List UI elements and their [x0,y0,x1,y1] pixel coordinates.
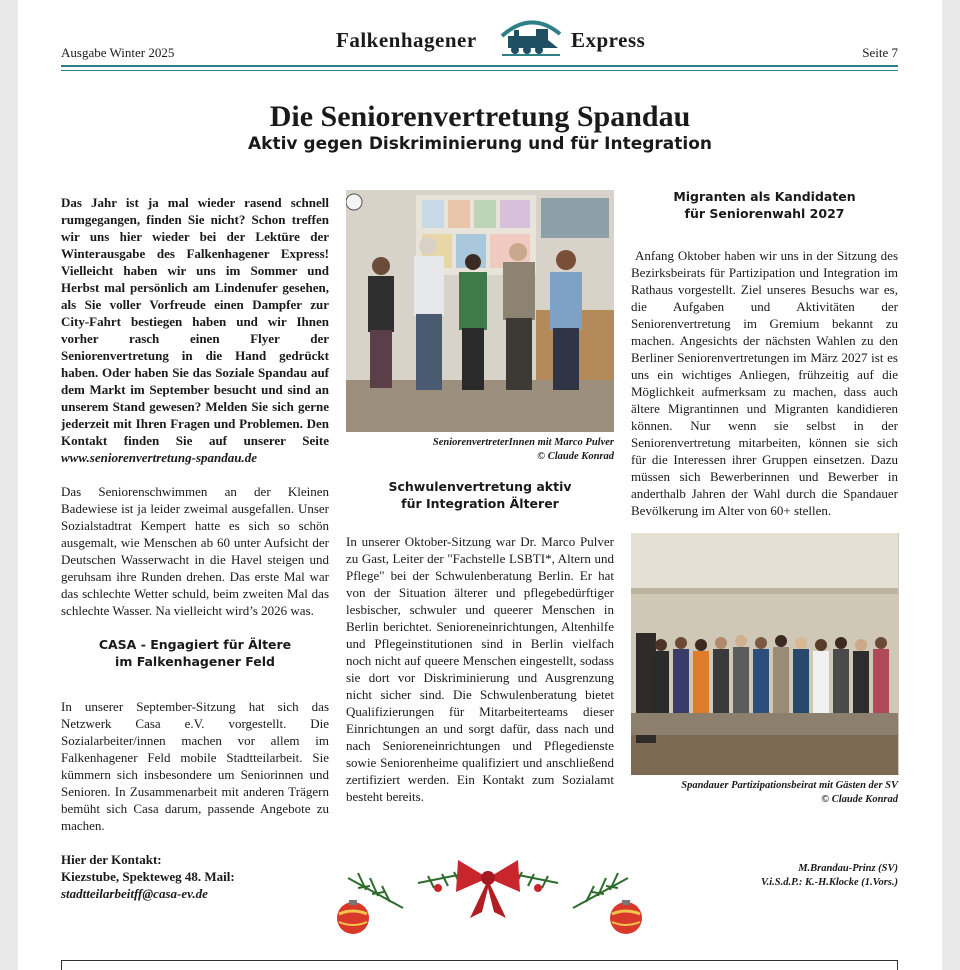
gay-advocacy-heading [346,478,614,512]
heading-line2: für Integration Älterer [401,496,559,511]
group-photo [346,190,614,432]
article-title: Die Seniorenvertretung Spandau [269,100,691,133]
page-header [61,14,898,69]
column-right [631,188,898,807]
article-subtitle: Aktiv gegen Diskriminierung und für Integration [247,134,713,154]
contact-block [61,851,329,902]
responsible-signature: V.i.S.d.P.: K.-H.Klocke (1.Vors.) [760,877,898,888]
christmas-decoration-icon [308,848,668,940]
train-logo-icon [498,16,564,58]
author-signature: M.Brandau-Prinz (SV) [798,863,898,874]
casa-heading-line2: im Falkenhagener Feld [115,654,275,669]
header-rule-thin [61,70,898,71]
contact-email[interactable]: stadtteilarbeitff@casa-ev.de [61,886,208,901]
casa-heading [61,636,329,670]
heading-line1: Migranten als Kandidaten [673,189,856,204]
council-photo [631,533,899,775]
photo-caption-1 [346,436,614,464]
gay-advocacy-paragraph: In unserer Oktober-Sitzung war Dr. Marco Pulver zu Gast, Leiter der "Fachstelle LSBTI*, Altern und Pflege" bei der Schwulenberatung Berlin. Er hat von der Situation älterer und pflegebedürftiger lesbischer, schwuler und queerer Menschen in Berlin berichtet. Senioreneinrichtungen, Altenhilfe und Pflegeinstitutionen sind in Berlin vielfach noch nicht auf queere Menschen eingestellt, sodass sie dort vor Diskriminierung und Ausgrenzung nicht sicher sind. Die Schwulenberatung bietet Qualifizierungen für Mitarbeiterteams dieser Einrichtungen an und sorgt dafür, dass nach und nach Senioreneinrichtungen und Pflegedienste sowie Seniorenheime qualifiziert und anschließend zertifiziert werden. Ein Kontakt zum Sozialamt besteht bereits. [346,534,614,804]
group-photo-illustration [346,190,614,432]
intro-paragraph [61,194,329,466]
casa-heading-line1: CASA - Engagiert für Ältere [98,637,292,652]
caption-text: Spandauer Partizipationsbeirat mit Gästen der SV [681,780,898,791]
casa-paragraph: In unserer September-Sitzung hat sich das Netzwerk Casa e.V. vorgestellt. Die Sozialarbeiter/innen machen vor allem im Falkenhagener Feld mobile Stadtteilarbeit. Sie kümmern sich insbesondere um Seniorinnen und Senioren. In Zusammenarbeit mit anderen Trägern bemüht sich Casa darum, passende Angebote zu machen. [61,699,329,833]
migrants-paragraph: Anfang Oktober haben wir uns in der Sitzung des Bezirksbeirats für Partizipation und Integration im Rathaus vorgestellt. Ziel unseres Besuchs war es, die Aufgaben und Aktivitäten der Seniorenvertretung im Gremium bekannt zu machen. Angesichts der nächsten Wahlen zu den Berliner Seniorenvertretungen im März 2027 ist es uns ein wichtiges Anliegen, frühzeitig auf die Möglichkeit aufmerksam zu machen, dass auch ältere Migrantinnen und Migranten kandidieren können. Nur wenn sie selbst in der Seniorenvertretung mitarbeiten, können sie sich für die Interessen ihrer Gruppen einsetzen. Dazu müssen sich Bewerberinnen und Bewerber in anderthalb Jahren der Wahl durch die Spandauer Bevölkerung im Alter von 60+ stellen. [631,248,898,518]
signature-block [761,862,898,890]
page-number: Seite 7 [862,45,898,60]
swimming-paragraph: Das Seniorenschwimmen an der Kleinen Badewiese ist ja leider zweimal ausgefallen. Unser Sozialstadtrat Kempert hatte es sich so schön ausgemalt, wie Menschen ab 60 unter Aufsicht der Deutschen Wasserwacht in die Havel steigen und geruhsam ihre Runden drehen. Das erste Mal war das schlechte Wetter schuld, beim zweiten Mal das schlechte Wasser. Na vielleicht wird’s 2026 was. [61,484,329,618]
intro-text: Das Jahr ist ja mal wieder rasend schnell rumgegangen, finden Sie nicht? Schon treffen wir uns hier wieder bei der Lektüre der Winterausgabe des Falkenhagener Express! Vielleicht haben wir uns im Sommer und Herbst mal persönlich am Lindenufer gesehen, als Sie voller Vorfreude einen Dampfer zur City-Fahrt bestiegen haben und wir Ihnen vorher rasch einen Flyer der Seniorenvertretung in die Hand gedrückt haben. Oder haben Sie das Soziale Spandau auf dem Markt im September besucht und sind an unserem Stand gewesen? Melden Sie sich gerne jederzeit mit Ihren Fragen und Problemen. Den Kontakt finden Sie auf unserer Seite [61,195,329,448]
caption-text: SeniorenvertreterInnen mit Marco Pulver [432,437,614,448]
masthead-left: Falkenhagener [336,28,477,52]
column-left [61,194,329,902]
council-photo-illustration [631,533,898,775]
newspaper-page [18,0,942,970]
migrants-heading [631,188,898,222]
contact-label: Hier der Kontakt: [61,852,162,867]
issue-label: Ausgabe Winter 2025 [61,45,175,60]
next-section-frame [61,960,898,970]
heading-line1: Schwulenvertretung aktiv [388,479,572,494]
caption-copyright: © Claude Konrad [537,451,614,462]
contact-address: Kiezstube, Spekteweg 48. Mail: [61,869,235,884]
photo-caption-2 [631,779,898,807]
heading-line2: für Seniorenwahl 2027 [684,206,845,221]
caption-copyright: © Claude Konrad [821,794,898,805]
header-rule [61,65,898,67]
column-middle [346,190,614,805]
website-link[interactable]: www.seniorenvertretung-spandau.de [61,450,257,465]
masthead-right: Express [571,28,646,52]
